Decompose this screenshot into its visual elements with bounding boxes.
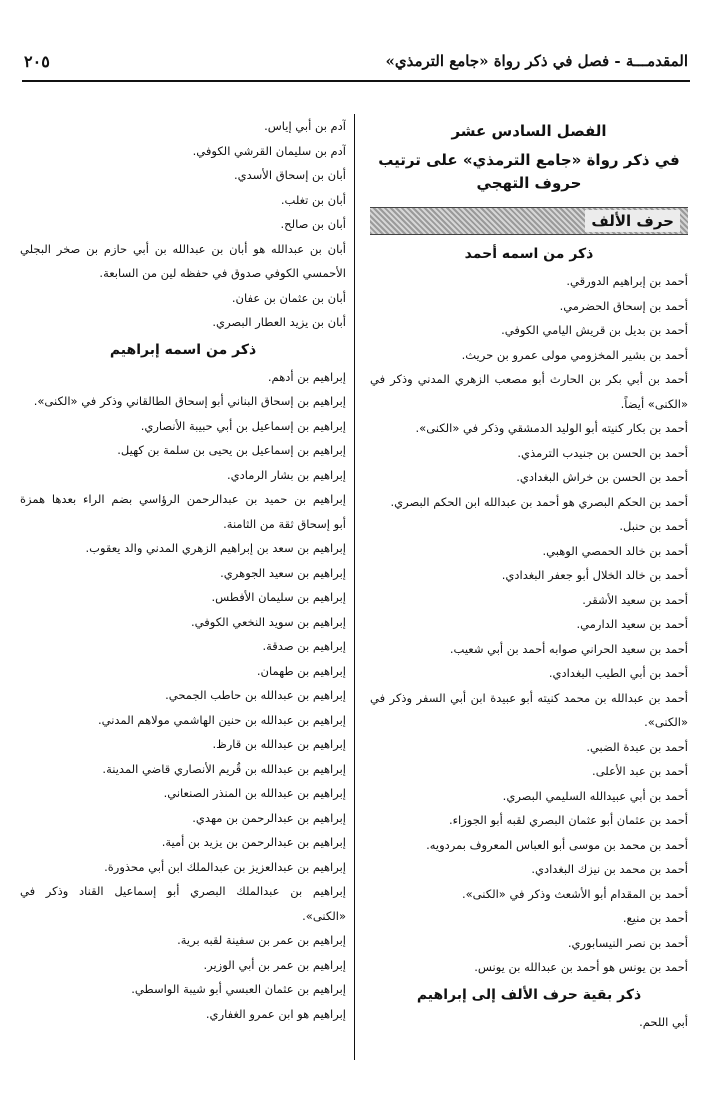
ahmad-list	[370, 269, 688, 980]
entry-line: أبو إسحاق ثقة من الثامنة.	[223, 516, 346, 531]
entry-line: أحمد بن عبدة الضبي.	[586, 739, 688, 754]
entry-line: أحمد بن بشير المخزومي مولى عمرو بن حريث.	[461, 347, 688, 362]
entry-line: أحمد بن أبي الطيب البغدادي.	[548, 666, 688, 680]
chapter-heading-line: الفصل السادس عشر	[451, 122, 607, 140]
entry-line: «الكنى».	[644, 715, 688, 729]
entry-line: إبراهيم بن سويد النخعي الكوفي.	[191, 614, 346, 629]
entry-line: إبراهيم بن إسماعيل بن يحيى بن سلمة بن كهيل.	[117, 443, 346, 457]
section-heading-ibrahim: ذكر من اسمه إبراهيم	[109, 341, 257, 358]
entry-line: أبان بن إسحاق الأسدي.	[233, 168, 346, 182]
entry-line: أحمد بن خالد الخلال أبو جعفر البغدادي.	[501, 568, 688, 582]
column-divider	[354, 114, 355, 1060]
entry-line: أبان بن تغلب.	[280, 192, 346, 207]
entry-line: إبراهيم بن عبدالله بن قارظ.	[212, 737, 346, 751]
entry-line: إبراهيم بن سليمان الأفطس.	[211, 590, 346, 604]
entry-line: إبراهيم بن عبدالله بن المنذر الصنعاني.	[163, 786, 346, 800]
entry-line: أحمد بن محمد بن نيزك البغدادي.	[531, 862, 688, 876]
entry-line: إبراهيم بن أدهم.	[267, 369, 346, 384]
entry-line: آدم بن سليمان القرشي الكوفي.	[192, 143, 346, 158]
entry-line: آدم بن أبي إياس.	[264, 119, 346, 133]
entry-line: إبراهيم بن عمر بن سفينة لقبه برية.	[177, 933, 346, 947]
entry-line: إبراهيم بن عمر بن أبي الوزير.	[203, 957, 346, 972]
entry-line: أبان بن عبدالله هو أبان بن عبدالله بن أبي حازم بن صخر البجلي	[20, 241, 346, 256]
page-number: ٢٠٥	[24, 52, 50, 71]
entry-line: أحمد بن بكار كنيته أبو الوليد الدمشقي وذكر في «الكنى».	[415, 421, 688, 435]
section-heading-rest-alif: ذكر بقية حرف الألف إلى إبراهيم	[416, 986, 642, 1003]
entry-line: أحمد بن سعيد الأشقر.	[582, 592, 688, 607]
entry-line: إبراهيم بن عبدالرحمن بن مهدي.	[192, 810, 346, 825]
entry-line: أحمد بن خالد الحمصي الوهبي.	[542, 543, 688, 558]
rest-alif-list	[370, 1010, 688, 1035]
entry-line: إبراهيم بن إسماعيل بن أبي حبيبة الأنصاري.	[140, 418, 346, 433]
entry-line: أحمد بن إسحاق الحضرمي.	[559, 298, 688, 313]
entry-line: أحمد بن أبي بكر بن الحارث أبو مصعب الزهري المدني وذكر في	[370, 372, 688, 386]
entry-line: أحمد بن المقدام أبو الأشعث وذكر في «الكنى».	[461, 886, 688, 901]
entry-line: أحمد بن محمد بن موسى أبو العباس المعروف بمردويه.	[426, 837, 688, 852]
entry-line: أحمد بن بديل بن قريش اليامي الكوفي.	[501, 323, 688, 337]
header-title: المقدمـــة - فصل في ذكر رواة «جامع الترمذي»	[385, 52, 688, 70]
alif-continued-list	[20, 114, 346, 335]
chapter-heading	[370, 120, 688, 195]
letter-banner-label: حرف الألف	[585, 210, 680, 232]
entry-line: إبراهيم بن عبدالرحمن بن يزيد بن أمية.	[161, 835, 346, 849]
entry-line: أحمد بن سعيد الحراني صوابه أحمد بن أبي شعيب.	[449, 641, 688, 656]
entry-line: أحمد بن عبدالله بن محمد كنيته أبو عبيدة ابن أبي السفر وذكر في	[370, 690, 688, 705]
chapter-heading-line: في ذكر رواة «جامع الترمذي» على ترتيب	[378, 151, 680, 169]
entry-line: أحمد بن سعيد الدارمي.	[576, 617, 688, 631]
entry-line: «الكنى».	[302, 908, 346, 923]
entry-line: أبان بن عثمان بن عفان.	[231, 290, 346, 305]
entry-line: أبي اللحم.	[639, 1014, 688, 1029]
entry-line: «الكنى» أيضاً.	[620, 396, 688, 411]
entry-line: إبراهيم بن عبدالله بن حنين الهاشمي مولاهم المدني.	[97, 712, 346, 727]
entry-line: إبراهيم بن عبدالله بن حاطب الجمحي.	[165, 688, 346, 702]
entry-line: إبراهيم بن إسحاق البناني أبو إسحاق الطالقاني وذكر في «الكنى».	[33, 394, 346, 408]
entry-line: أحمد بن الحكم البصري هو أحمد بن عبدالله ابن الحكم البصري.	[390, 494, 688, 509]
entry-line: إبراهيم بن عبدالله بن قُريم الأنصاري قاضي المدينة.	[102, 761, 346, 776]
entry-line: أحمد بن الحسن بن جنيدب الترمذي.	[517, 445, 688, 460]
header-rule	[22, 80, 690, 82]
entry-line: أحمد بن أبي عبيدالله السليمي البصري.	[502, 788, 688, 803]
left-column	[20, 114, 346, 1026]
entry-line: إبراهيم بن عثمان العبسي أبو شيبة الواسطي.	[131, 982, 346, 996]
entry-line: أحمد بن يونس هو أحمد بن عبدالله بن يونس.	[474, 960, 688, 974]
running-header	[24, 52, 688, 74]
right-column	[370, 114, 688, 1034]
entry-line: أحمد بن منيع.	[622, 911, 688, 925]
entry-line: إبراهيم بن بشار الرمادي.	[226, 467, 346, 482]
entry-line: أحمد بن حنبل.	[619, 519, 688, 533]
entry-line: إبراهيم بن عبدالعزيز بن عبدالملك ابن أبي محذورة.	[104, 859, 346, 874]
entry-line: إبراهيم بن عبدالملك البصري أبو إسماعيل القناد وذكر في	[20, 884, 346, 898]
chapter-heading-line: حروف التهجي	[476, 174, 582, 192]
entry-line: إبراهيم بن طهمان.	[256, 663, 346, 678]
entry-line: أحمد بن عبد الأعلى.	[592, 764, 688, 778]
entry-line: أبان بن يزيد العطار البصري.	[212, 315, 346, 329]
entry-line: أحمد بن إبراهيم الدورقي.	[566, 274, 688, 288]
entry-line: إبراهيم بن سعد بن إبراهيم الزهري المدني والد يعقوب.	[85, 541, 346, 555]
letter-banner	[370, 207, 688, 235]
section-heading-ahmad: ذكر من اسمه أحمد	[464, 246, 594, 262]
entry-line: إبراهيم بن سعيد الجوهري.	[220, 565, 346, 580]
ibrahim-list	[20, 365, 346, 1027]
entry-line: أحمد بن نصر النيسابوري.	[567, 935, 688, 950]
entry-line: أبان بن صالح.	[280, 217, 346, 231]
entry-line: إبراهيم بن صدقة.	[262, 639, 346, 653]
entry-line: إبراهيم بن حميد بن عبدالرحمن الرؤاسي بضم الراء بعدها همزة	[20, 492, 346, 506]
entry-line: أحمد بن الحسن بن خراش البغدادي.	[516, 470, 688, 484]
entry-line: الأحمسي الكوفي صدوق في حفظه لين من السابعة.	[99, 266, 346, 280]
entry-line: أحمد بن عثمان أبو عثمان البصري لقبه أبو الجوزاء.	[448, 813, 688, 827]
entry-line: إبراهيم هو ابن عمرو الغفاري.	[205, 1006, 346, 1021]
